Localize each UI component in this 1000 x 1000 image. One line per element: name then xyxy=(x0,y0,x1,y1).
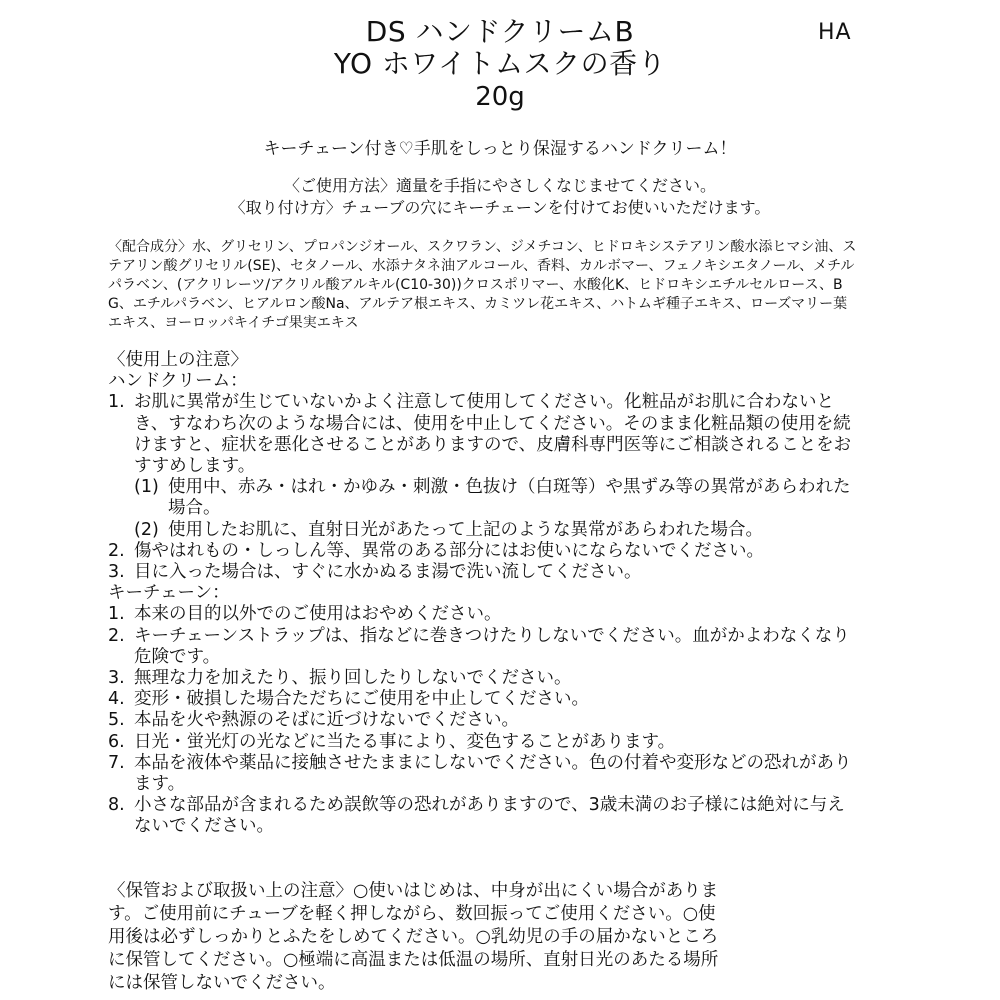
caution-number: 3. xyxy=(108,562,125,583)
catchcopy: キーチェーン付き♡手肌をしっとり保湿するハンドクリーム！ xyxy=(263,139,737,159)
caution-item xyxy=(108,392,860,540)
keychain-item xyxy=(108,710,860,731)
title-block xyxy=(0,16,1000,112)
keychain-number: 3. xyxy=(108,668,125,689)
caution-sub-text: 使用中、赤み・はれ・かゆみ・刺激・色抜け（白斑等）や黒ずみ等の異常があらわれた場合。 xyxy=(168,477,851,519)
keychain-text: 変形・破損した場合ただちにご使用を中止してください。 xyxy=(134,689,589,710)
keychain-text: キーチェーンストラップは、指などに巻きつけたりしないでください。血がかよわなくなり危険です。 xyxy=(134,625,850,667)
product-name: DS ハンドクリームB xyxy=(365,15,635,48)
keychain-text: 日光・蛍光灯の光などに当たる事により、変色することがあります。 xyxy=(134,731,676,752)
caution-number: 2. xyxy=(108,540,125,561)
keychain-text: 無理な力を加えたり、振り回したりしないでください。 xyxy=(134,668,572,689)
caution-text: お肌に異常が生じていないかよく注意して使用してください。化粧品がお肌に合わないとき、すなわち次のような場合には、使用を中止してください。そのまま化粧品類の使用を続けますと、症状を悪化させることがありますので、皮膚科専門医等にご相談されることをおすすめします。 xyxy=(134,392,852,477)
keychain-item xyxy=(108,753,860,795)
caution-text: 傷やはれもの・しっしん等、異常のある部分にはお使いにならないでください。 xyxy=(134,540,764,561)
product-scent: YO ホワイトムスクの香り xyxy=(333,47,667,80)
keychain-heading: キーチェーン： xyxy=(108,583,230,604)
caution-sub-text: 使用したお肌に、直射日光があたって上記のような異常があらわれた場合。 xyxy=(168,519,763,540)
cautions-section xyxy=(108,350,860,838)
keychain-number: 7. xyxy=(108,752,125,773)
keychain-text: 小さな部品が含まれるため誤飲等の恐れがありますので、3歳未満のお子様には絶対に与えないでください。 xyxy=(134,795,845,837)
hand-cream-heading: ハンドクリーム： xyxy=(108,371,248,392)
keychain-number: 6. xyxy=(108,731,125,752)
keychain-text: 本品を火や熱源のそばに近づけないでください。 xyxy=(134,710,519,731)
caution-item xyxy=(108,562,860,583)
keychain-number: 5. xyxy=(108,710,125,731)
keychain-number: 4. xyxy=(108,689,125,710)
caution-item xyxy=(108,541,860,562)
caution-text: 目に入った場合は、すぐに水かぬるま湯で洗い流してください。 xyxy=(134,562,642,583)
usage-instructions xyxy=(0,175,1000,219)
keychain-item xyxy=(108,732,860,753)
cautions-heading: 〈使用上の注意〉 xyxy=(108,350,248,370)
keychain-item xyxy=(108,626,860,668)
hand-cream-caution-list xyxy=(108,392,860,583)
keychain-item xyxy=(108,668,860,689)
keychain-text: 本品を液体や薬品に接触させたままにしないでください。色の付着や変形などの恐れがあります。 xyxy=(134,752,852,795)
keychain-number: 8. xyxy=(108,795,125,816)
how-to-attach: 〈取り付け方〉チューブの穴にキーチェーンを付けてお使いいただけます。 xyxy=(229,198,771,217)
caution-number: 1. xyxy=(108,392,125,413)
ingredients-list: 〈配合成分〉水、グリセリン、プロパンジオール、スクワラン、ジメチコン、ヒドロキシステアリン酸水添ヒマシ油、ステアリン酸グリセリル(SE)、セタノール、水添ナタネ油アルコール、香料、カルボマー、フェノキシエタノール、メチルパラベン、(アクリレーツ/アクリル酸アルキル(C10-30))クロスポリマー、水酸化K、ヒドロキシエチルセルロース、BG、エチルパラベン、ヒアルロン酸Na、アルテア根エキス、カミツレ花エキス、ハトムギ種子エキス、ローズマリー葉エキス、ヨーロッパキイチゴ果実エキス xyxy=(108,239,857,331)
caution-sub-number: (1) xyxy=(134,477,159,498)
caution-sub-number: (2) xyxy=(134,519,159,540)
caution-sub-item xyxy=(134,477,860,519)
product-code: HA xyxy=(818,20,852,45)
keychain-caution-list xyxy=(108,604,860,837)
caution-sub-item xyxy=(134,520,860,541)
storage-notes: 〈保管および取扱い上の注意〉○使いはじめは、中身が出にくい場合があります。ご使用前にチューブを軽く押しながら、数回振ってご使用ください。○使用後は必ずしっかりとふたをしめてください。○乳幼児の手の届かないところに保管してください。○極端に高温または低温の場所、直射日光のあたる場所には保管しないでください。 xyxy=(108,881,719,993)
net-weight: 20g xyxy=(475,82,525,112)
keychain-item xyxy=(108,795,860,837)
keychain-item xyxy=(108,604,860,625)
keychain-number: 1. xyxy=(108,604,125,625)
keychain-item xyxy=(108,689,860,710)
caution-sub-list xyxy=(134,477,860,541)
keychain-number: 2. xyxy=(108,625,125,646)
how-to-use: 〈ご使用方法〉適量を手指にやさしくなじませてください。 xyxy=(283,176,716,195)
keychain-text: 本来の目的以外でのご使用はおやめください。 xyxy=(134,604,502,625)
